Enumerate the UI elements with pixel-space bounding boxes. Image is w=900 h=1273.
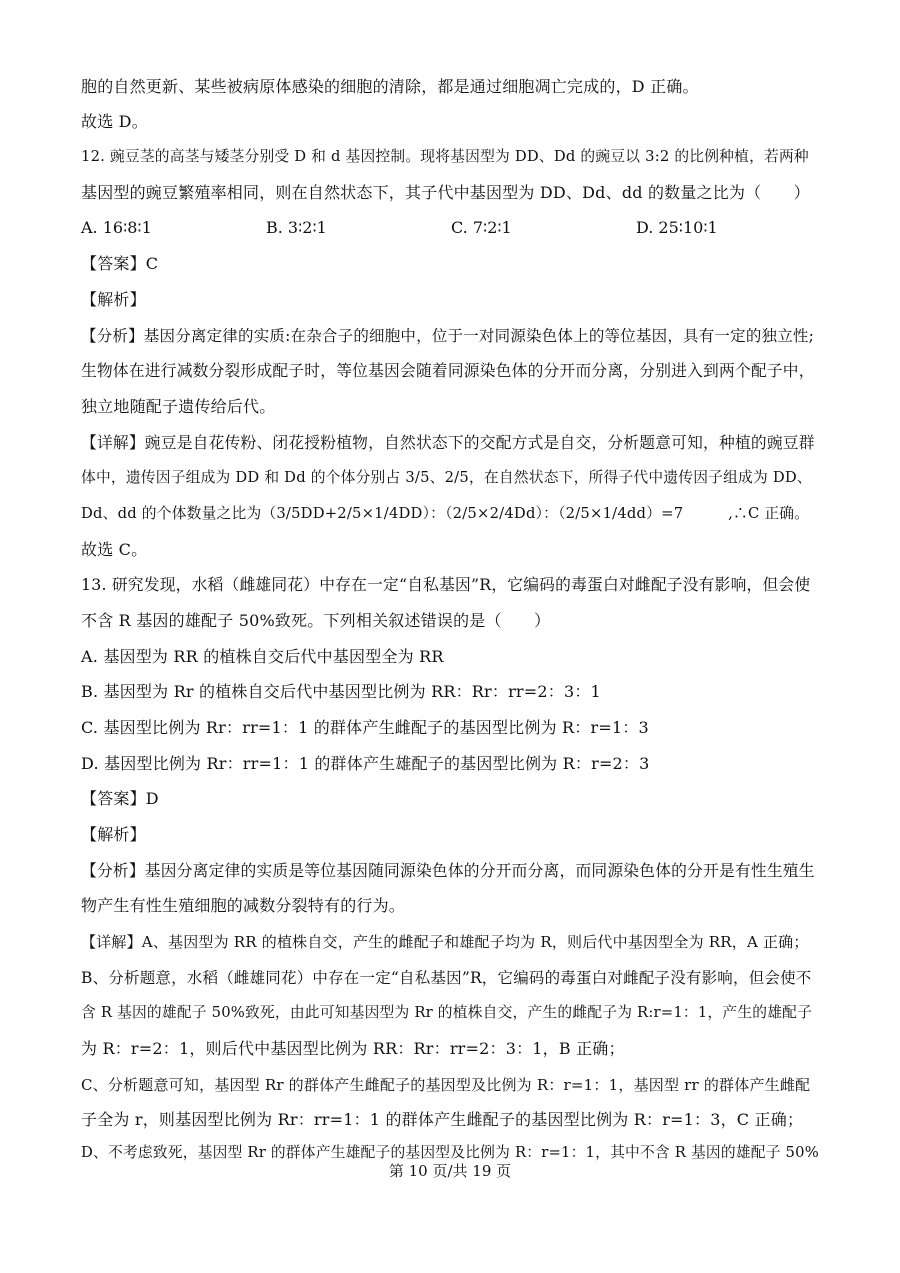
question-12-stem: 12. 豌豆茎的高茎与矮茎分别受 D 和 d 基因控制。现将基因型为 DD、Dd 的豌豆以 3:2 的比例种植，若两种 [81, 148, 809, 165]
option-c: C. 基因型比例为 Rr：rr=1：1 的群体产生雌配子的基因型比例为 R：r=1：3 [81, 718, 649, 737]
answer-label: 【答案】D [81, 789, 159, 808]
option-d: D. 基因型比例为 Rr：rr=1：1 的群体产生雄配子的基因型比例为 R：r=2：3 [81, 754, 650, 773]
text-line: 生物体在进行减数分裂形成配子时，等位基因会随着同源染色体的分开而分离，分别进入到两个配子中， [81, 361, 815, 380]
text-line: 故选 C。 [81, 540, 148, 559]
text-line: 【详解】A、基因型为 RR 的植株自交，产生的雌配子和雄配子均为 R，则后代中基因型全为 RR，A 正确； [81, 933, 809, 951]
text-line: C、分析题意可知，基因型 Rr 的群体产生雌配子的基因型及比例为 R：r=1：1，基因型 rr 的群体产生雌配 [81, 1076, 811, 1094]
option-c: C. 7∶2∶1 [451, 218, 512, 237]
text-line: 体中，遗传因子组成为 DD 和 Dd 的个体分别占 3/5、2/5，在自然状态下，所得子代中遗传因子组成为 DD、 [81, 469, 812, 486]
text-line: 故选 D。 [81, 112, 148, 131]
option-a: A. 基因型为 RR 的植株自交后代中基因型全为 RR [81, 647, 444, 666]
analysis-heading: 【解析】 [81, 290, 146, 309]
option-b: B. 基因型为 Rr 的植株自交后代中基因型比例为 RR：Rr：rr=2：3：1 [81, 682, 601, 701]
text-line: 含 R 基因的雄配子 50%致死，由此可知基因型为 Rr 的植株自交，产生的雌配子为 R:r=1：1，产生的雄配子 [81, 1004, 813, 1021]
text-line: 物产生有性生殖细胞的减数分裂特有的行为。 [81, 896, 406, 915]
text-line: 为 R：r=2：1，则后代中基因型比例为 RR：Rr：rr=2：3：1，B 正确； [81, 1039, 625, 1058]
text-line: 子全为 r，则基因型比例为 Rr：rr=1：1 的群体产生雌配子的基因型比例为 R：r=1：3，C 正确； [81, 1110, 804, 1129]
question-13-stem: 不含 R 基因的雄配子 50%致死。下列相关叙述错误的是（ ） [81, 611, 551, 630]
text-line: 【分析】基因分离定律的实质是等位基因随同源染色体的分开而分离，而同源染色体的分开是有性生殖生 [81, 861, 815, 880]
text-line: 【详解】豌豆是自花传粉、闭花授粉植物，自然状态下的交配方式是自交，分析题意可知，种植的豌豆群 [81, 433, 815, 452]
answer-label: 【答案】C [81, 254, 159, 273]
question-12-stem: 基因型的豌豆繁殖率相同，则在自然状态下，其子代中基因型为 DD、Dd、dd 的数量之比为（ ） [81, 183, 810, 202]
analysis-heading: 【解析】 [81, 825, 146, 844]
text-line: 胞的自然更新、某些被病原体感染的细胞的清除，都是通过细胞凋亡完成的，D 正确。 [81, 77, 699, 96]
option-a: A. 16∶8∶1 [81, 218, 152, 237]
option-b: B. 3∶2∶1 [266, 218, 327, 237]
question-13-stem: 13. 研究发现，水稻（雌雄同花）中存在一定“自私基因”R，它编码的毒蛋白对雌配子没有影响，但会使 [81, 575, 811, 594]
text-line: 独立地随配子遗传给后代。 [81, 397, 276, 416]
page-footer: 第 10 页/共 19 页 [388, 1162, 512, 1180]
text-line: D、不考虑致死，基因型 Rr 的群体产生雄配子的基因型及比例为 R：r=1：1，其中不含 R 基因的雄配子 50% [81, 1144, 819, 1161]
text-line: Dd、dd 的个体数量之比为（3/5DD+2/5×1/4DD）：（2/5×2/4Dd）：（2/5×1/4dd）=7 ,∴C 正确。 [81, 505, 810, 522]
text-line: 【分析】基因分离定律的实质:在杂合子的细胞中，位于一对同源染色体上的等位基因，具有一定的独立性; [81, 327, 815, 345]
text-line: B、分析题意，水稻（雌雄同花）中存在一定“自私基因”R，它编码的毒蛋白对雌配子没有影响，但会使不 [81, 969, 812, 987]
option-d: D. 25∶10∶1 [636, 218, 718, 237]
